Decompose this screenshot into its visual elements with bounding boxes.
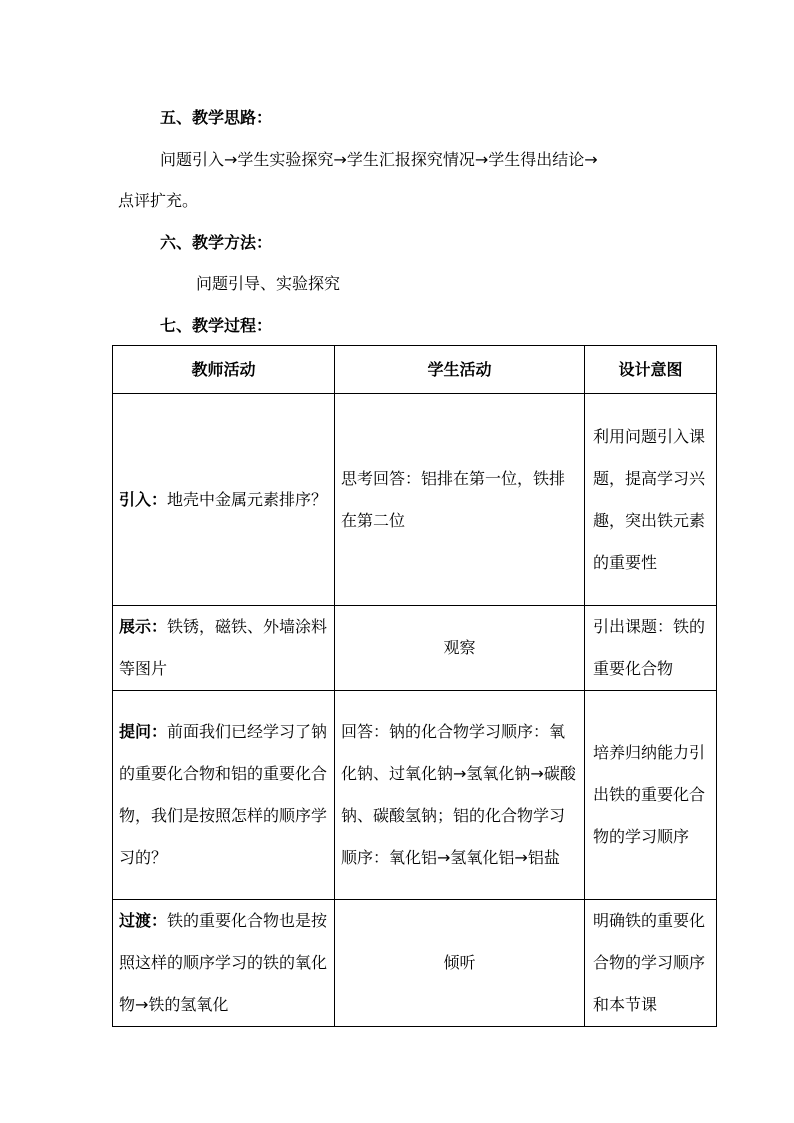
design-intent-cell: 利用问题引入课题，提高学习兴趣，突出铁元素的重要性: [585, 394, 717, 606]
section-five-line1: 问题引入→学生实验探究→学生汇报探究情况→学生得出结论→: [160, 150, 598, 169]
table-row: [113, 900, 717, 1027]
student-activity-cell: 思考回答：铝排在第一位，铁排在第二位: [335, 394, 585, 606]
table-row: [113, 691, 717, 900]
activity-lead: 提问：: [119, 722, 168, 741]
header-student-activity: 学生活动: [335, 346, 585, 394]
activity-text: 铁锈，磁铁、外墙涂料等图片: [119, 617, 328, 678]
teacher-activity-cell: [113, 606, 335, 691]
design-intent-cell: 明确铁的重要化合物的学习顺序和本节课: [585, 900, 717, 1027]
activity-text: 前面我们已经学习了钠的重要化合物和铝的重要化合物，我们是按照怎样的顺序学习的？: [119, 722, 328, 867]
teacher-activity-cell: [113, 691, 335, 900]
design-intent-cell: 引出课题：铁的重要化合物: [585, 606, 717, 691]
table-row: [113, 394, 717, 606]
section-five-line2: 点评扩充。: [118, 191, 199, 210]
design-intent-cell: 培养归纳能力引出铁的重要化合物的学习顺序: [585, 691, 717, 900]
activity-text: 铁的重要化合物也是按照这样的顺序学习的铁的氧化物→铁的氢氧化: [119, 911, 328, 1014]
section-six-heading: 六、教学方法：: [160, 233, 273, 252]
student-activity-cell: 倾听: [335, 900, 585, 1027]
section-seven-heading: 七、教学过程：: [160, 316, 273, 335]
activity-lead: 过渡：: [119, 911, 168, 930]
student-activity-cell: 回答：钠的化合物学习顺序：氧化钠、过氧化钠→氢氧化钠→碳酸钠、碳酸氢钠；铝的化合物学习顺序：氧化铝→氢氧化铝→铝盐: [335, 691, 585, 900]
section-five-heading: 五、教学思路：: [160, 108, 273, 127]
student-activity-cell: 观察: [335, 606, 585, 691]
teacher-activity-cell: [113, 900, 335, 1027]
table-row: [113, 606, 717, 691]
section-six-body: 问题引导、实验探究: [196, 274, 341, 293]
header-teacher-activity: 教师活动: [113, 346, 335, 394]
teacher-activity-cell: [113, 394, 335, 606]
activity-lead: 引入：: [119, 489, 168, 509]
activity-lead: 展示：: [119, 617, 168, 636]
header-design-intent: 设计意图: [585, 346, 717, 394]
teaching-process-table: [112, 345, 717, 1027]
table-header-row: [113, 346, 717, 394]
activity-text: 地壳中金属元素排序？: [167, 489, 328, 509]
